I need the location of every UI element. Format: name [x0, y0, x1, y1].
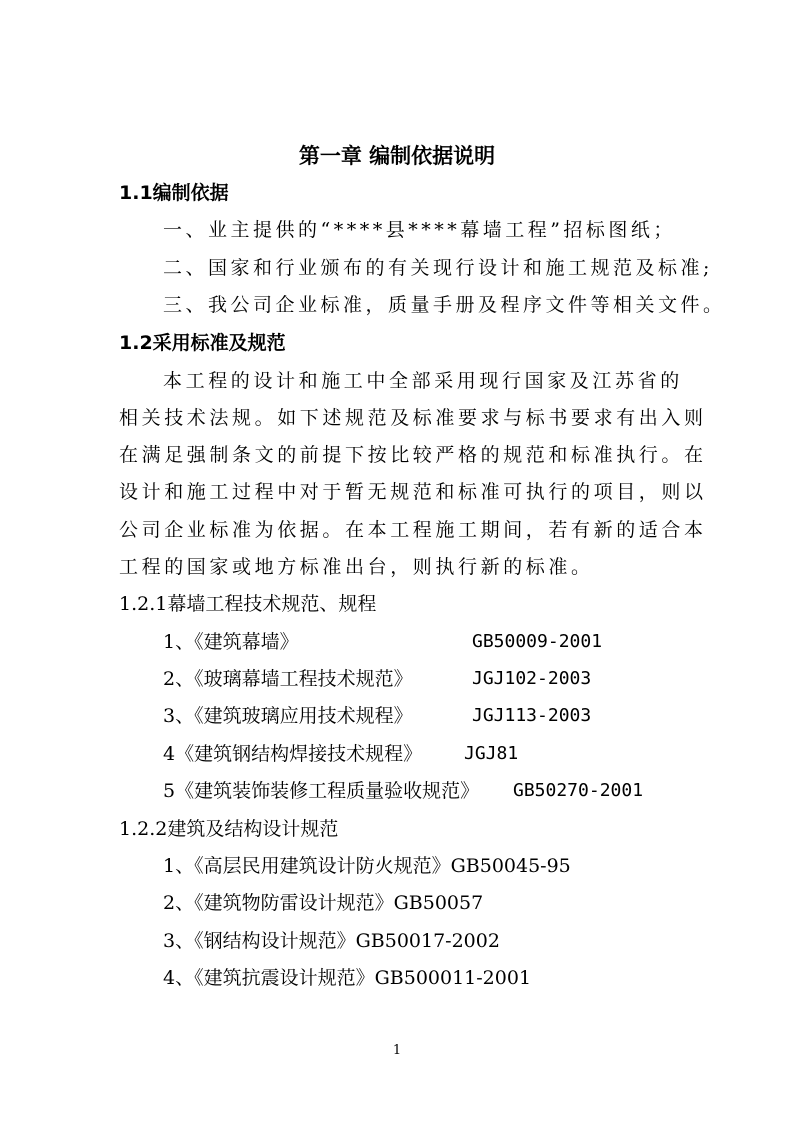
standard-name: 2、《玻璃幕墙工程技术规范》 — [163, 668, 413, 690]
standard-name: 3、《建筑玻璃应用技术规程》 — [163, 705, 413, 727]
standard-name: 1、《建筑幕墙》 — [163, 631, 299, 653]
list-item: 2、《建筑物防雷设计规范》GB50057 — [163, 892, 484, 914]
section-heading-1-2: 1.2采用标准及规范 — [119, 332, 286, 354]
standard-code: JGJ113-2003 — [472, 705, 592, 726]
standard-code: GB50009-2001 — [472, 631, 603, 652]
section-heading-1-1: 1.1编制依据 — [119, 182, 229, 204]
paragraph-line: 相关技术法规。如下述规范及标准要求与标书要求有出入则 — [119, 407, 707, 429]
standard-code: JGJ81 — [464, 743, 519, 764]
chapter-title: 第一章 编制依据说明 — [298, 144, 496, 168]
paragraph-line: 设计和施工过程中对于暂无规范和标准可执行的项目，则以 — [119, 481, 707, 503]
standard-name: 4《建筑钢结构焊接技术规程》 — [163, 743, 423, 765]
standard-code: GB50270-2001 — [513, 780, 644, 801]
page-number: 1 — [392, 1043, 402, 1058]
list-item: 3、《钢结构设计规范》GB50017-2002 — [163, 930, 500, 952]
paragraph-line: 在满足强制条文的前提下按比较严格的规范和标准执行。在 — [119, 444, 707, 466]
standard-code: JGJ102-2003 — [472, 668, 592, 689]
list-item: 一、业主提供的“****县****幕墙工程”招标图纸； — [163, 219, 676, 241]
paragraph-line: 公司企业标准为依据。在本工程施工期间，若有新的适合本 — [119, 519, 707, 541]
section-heading-1-2-1: 1.2.1幕墙工程技术规范、规程 — [119, 593, 377, 615]
list-item: 1、《高层民用建筑设计防火规范》GB50045-95 — [163, 855, 571, 877]
section-heading-1-2-2: 1.2.2建筑及结构设计规范 — [119, 818, 339, 840]
list-item: 三、我公司企业标准，质量手册及程序文件等相关文件。 — [163, 294, 726, 316]
standard-name: 5《建筑装饰装修工程质量验收规范》 — [163, 780, 480, 802]
paragraph-line: 工程的国家或地方标准出台，则执行新的标准。 — [119, 556, 594, 578]
list-item: 4、《建筑抗震设计规范》GB500011-2001 — [163, 967, 532, 989]
list-item: 二、国家和行业颁布的有关现行设计和施工规范及标准; — [163, 257, 713, 279]
paragraph-line: 本工程的设计和施工中全部采用现行国家及江苏省的 — [163, 370, 683, 392]
